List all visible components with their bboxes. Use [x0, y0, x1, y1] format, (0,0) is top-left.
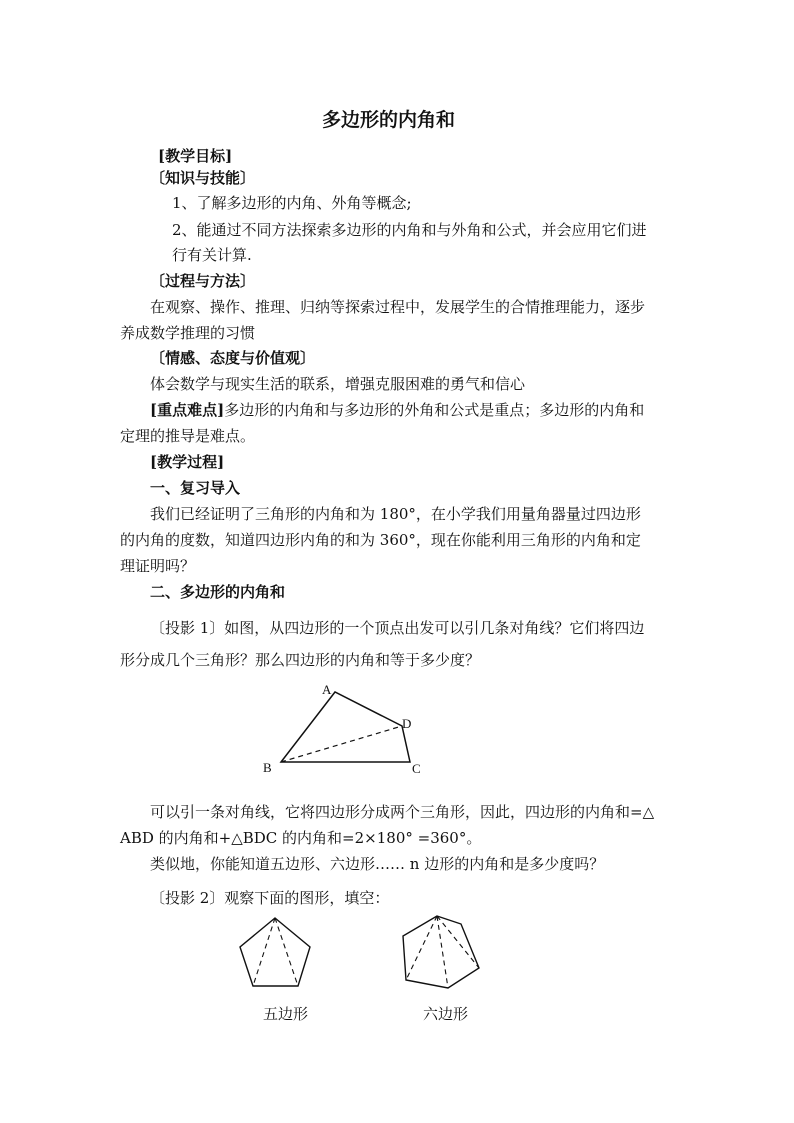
- section-1-line-2: 的内角的度数，知道四边形内角的和为 360°，现在你能利用三角形的内角和定: [120, 531, 641, 549]
- vertex-label-d: D: [402, 716, 412, 731]
- quadrilateral-figure: [255, 680, 435, 780]
- teaching-process-heading: [教学过程]: [150, 453, 225, 471]
- pentagon-diagonal-1: [253, 918, 275, 986]
- diagonal-bd: [281, 726, 402, 762]
- answer-line-2: ABD 的内角和+△BDC 的内角和=2×180° =360°。: [120, 829, 482, 847]
- key-difficulty-line-2: 定理的推导是难点。: [120, 427, 256, 445]
- process-method-line-2: 养成数学推理的习惯: [120, 324, 256, 342]
- section-2-heading: 二、多边形的内角和: [150, 583, 286, 601]
- vertex-label-b: B: [263, 760, 272, 775]
- knowledge-heading: 〔知识与技能〕: [150, 169, 256, 187]
- emotion-text: 体会数学与现实生活的联系，增强克服困难的勇气和信心: [150, 375, 526, 393]
- quadrilateral-outline: [281, 692, 410, 762]
- knowledge-item-2-line-1: 2、能通过不同方法探索多边形的内角和与外角和公式，并会应用它们进: [172, 221, 647, 239]
- projection-1-line-2: 形分成几个三角形？那么四边形的内角和等于多少度？: [120, 651, 481, 669]
- key-difficulty-text: 多边形的内角和与多边形的外角和公式是重点；多边形的内角和: [224, 401, 645, 419]
- section-1-line-3: 理证明吗？: [120, 557, 196, 575]
- pentagon-label: 五边形: [263, 1005, 309, 1023]
- pentagon-outline: [240, 918, 310, 986]
- page-title: 多边形的内角和: [322, 109, 456, 131]
- projection-2-line: 〔投影 2〕观察下面的图形，填空：: [150, 889, 390, 907]
- hexagon-label: 六边形: [423, 1005, 469, 1023]
- vertex-label-c: C: [412, 761, 421, 776]
- projection-1-line-1: 〔投影 1〕如图，从四边形的一个顶点出发可以引几条对角线？它们将四边: [150, 619, 645, 637]
- hexagon-outline: [403, 916, 479, 988]
- process-method-heading: 〔过程与方法〕: [150, 272, 256, 290]
- knowledge-item-1: 1、了解多边形的内角、外角等概念;: [172, 194, 412, 212]
- process-method-line-1: 在观察、操作、推理、归纳等探索过程中，发展学生的合情推理能力，逐步: [150, 298, 646, 316]
- emotion-heading: 〔情感、态度与价值观〕: [150, 349, 316, 367]
- hexagon-diagonal-1: [437, 916, 479, 968]
- pentagon-figure: [230, 910, 320, 995]
- section-1-heading: 一、复习导入: [150, 479, 241, 497]
- hexagon-figure: [395, 910, 485, 995]
- answer-line-1: 可以引一条对角线，它将四边形分成两个三角形，因此，四边形的内角和=△: [150, 803, 655, 821]
- vertex-label-a: A: [322, 682, 332, 697]
- section-1-line-1: 我们已经证明了三角形的内角和为 180°，在小学我们用量角器量过四边形: [150, 505, 641, 523]
- similar-question: 类似地，你能知道五边形、六边形…… n 边形的内角和是多少度吗？: [150, 855, 605, 873]
- hexagon-diagonal-2: [437, 916, 448, 988]
- knowledge-item-2-line-2: 行有关计算.: [172, 246, 252, 264]
- key-difficulty-label: [重点难点]: [150, 401, 225, 419]
- goals-heading: [教学目标]: [158, 147, 233, 165]
- key-difficulty-line-1: [150, 400, 644, 420]
